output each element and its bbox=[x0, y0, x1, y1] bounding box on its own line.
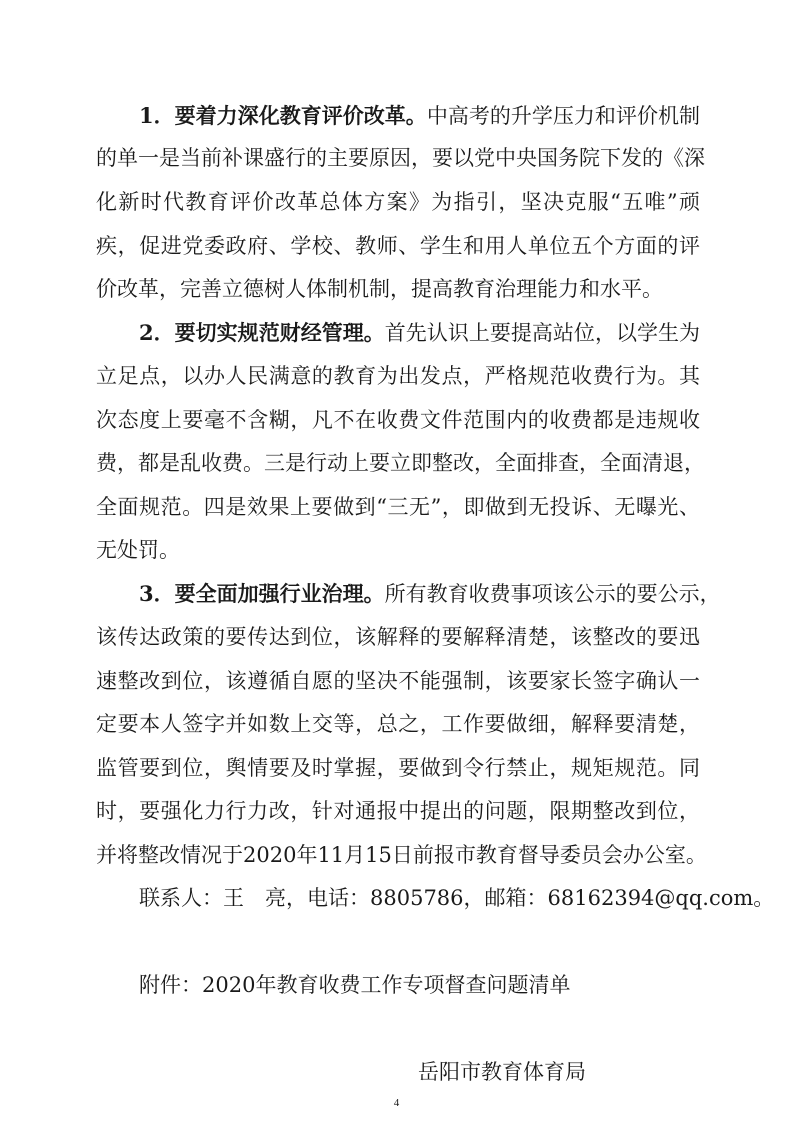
section-2-line: 全面规范。四是效果上要做到“三无”，即做到无投诉、无曝光、 bbox=[96, 495, 700, 519]
section-3-line: 监管要到位，舆情要及时掌握，要做到令行禁止，规矩规范。同 bbox=[96, 756, 700, 780]
section-2-heading: 2．要切实规范财经管理。 bbox=[139, 320, 385, 345]
section-3-first-line-text: 所有教育收费事项该公示的要公示， bbox=[384, 582, 721, 606]
section-1-first-line bbox=[139, 96, 700, 136]
issuer-signature: 岳阳市教育体育局 bbox=[418, 1060, 586, 1084]
section-2-line: 次态度上要毫不含糊，凡不在收费文件范围内的收费都是违规收 bbox=[96, 408, 700, 432]
page-number: 4 bbox=[393, 1097, 400, 1109]
section-3-line: 定要本人签字并如数上交等，总之，工作要做细，解释要清楚， bbox=[96, 712, 700, 736]
section-1-first-line-text: 中高考的升学压力和评价机制 bbox=[426, 104, 700, 128]
section-3-line: 并将整改情况于2020年11月15日前报市教育督导委员会办公室。 bbox=[96, 843, 707, 867]
section-1-line: 价改革，完善立德树人体制机制，提高教育治理能力和水平。 bbox=[96, 277, 663, 301]
section-1-line: 疾，促进党委政府、学校、教师、学生和用人单位五个方面的评 bbox=[96, 234, 700, 258]
section-3-line: 该传达政策的要传达到位，该解释的要解释清楚，该整改的要迅 bbox=[96, 625, 700, 649]
section-3-first-line bbox=[139, 574, 721, 614]
section-2-line: 无处罚。 bbox=[96, 538, 180, 562]
section-2-line: 费，都是乱收费。三是行动上要立即整改，全面排查，全面清退， bbox=[96, 451, 705, 475]
section-1-line: 的单一是当前补课盛行的主要原因，要以党中央国务院下发的《深 bbox=[96, 146, 705, 170]
section-2-line: 立足点，以办人民满意的教育为出发点，严格规范收费行为。其 bbox=[96, 364, 700, 388]
section-3-line: 速整改到位，该遵循自愿的坚决不能强制，该要家长签字确认一 bbox=[96, 669, 700, 693]
section-2-first-line bbox=[139, 313, 700, 353]
attachment-note: 附件：2020年教育收费工作专项督查问题清单 bbox=[139, 973, 571, 997]
section-1-line: 化新时代教育评价改革总体方案》为指引，坚决克服“五唯”顽 bbox=[96, 190, 700, 214]
section-2-first-line-text: 首先认识上要提高站位，以学生为 bbox=[384, 321, 700, 345]
section-3-heading: 3．要全面加强行业治理。 bbox=[139, 581, 385, 606]
contact-info: 联系人：王 亮，电话：8805786，邮箱：68162394@qq.com。 bbox=[139, 886, 775, 910]
section-1-heading: 1．要着力深化教育评价改革。 bbox=[139, 103, 427, 128]
section-3-line: 时，要强化力行力改，针对通报中提出的问题，限期整改到位， bbox=[96, 799, 700, 823]
